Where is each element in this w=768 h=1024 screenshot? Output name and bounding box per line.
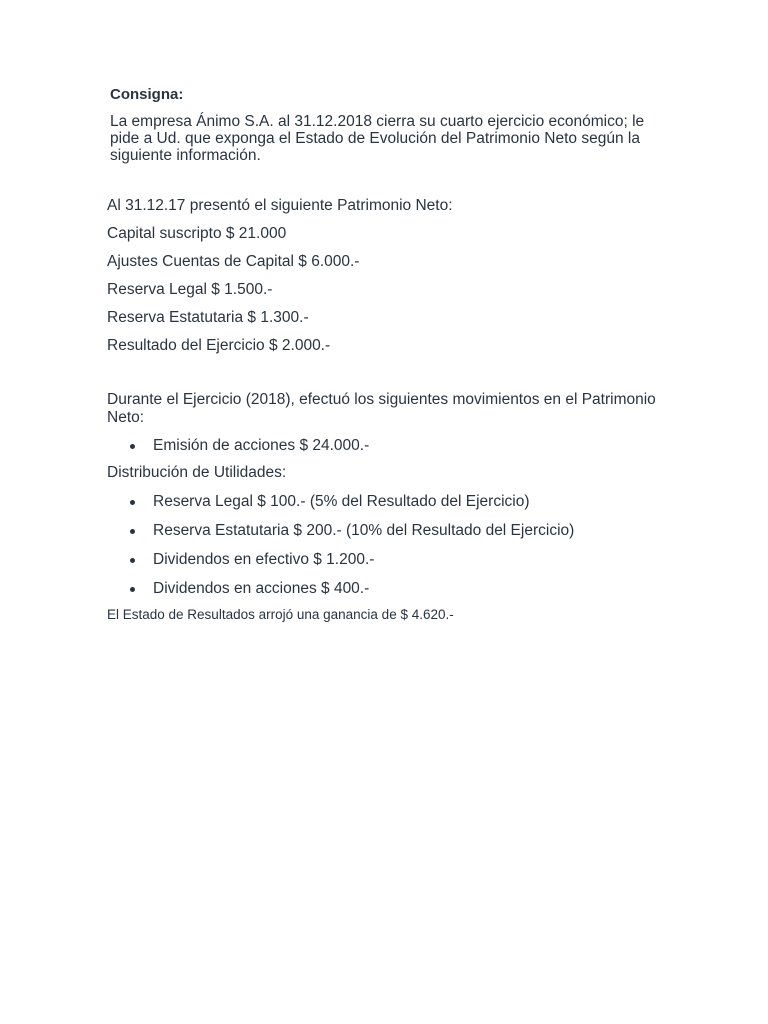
bullet-text: Dividendos en acciones $ 400.- (153, 580, 370, 597)
reserva-legal-line: Reserva Legal $ 1.500.- (107, 281, 273, 298)
bullet-icon (130, 529, 135, 534)
capital-suscripto-line: Capital suscripto $ 21.000 (107, 225, 287, 242)
bullet-text: Reserva Legal $ 100.- (5% del Resultado del Ejercicio) (153, 493, 530, 510)
resultado-ganancia-line: El Estado de Resultados arrojó una ganancia de $ 4.620.- (107, 607, 454, 622)
reserva-estatutaria-line: Reserva Estatutaria $ 1.300.- (107, 309, 309, 326)
bullet-text: Emisión de acciones $ 24.000.- (153, 437, 370, 454)
distribucion-utilidades-title: Distribución de Utilidades: (107, 464, 287, 481)
consigna-intro-paragraph: La empresa Ánimo S.A. al 31.12.2018 cierra su cuarto ejercicio económico; le pide a Ud. que exponga el Estado de Evolución del Patrimonio Neto según la siguiente información. (110, 113, 645, 164)
consigna-heading: Consigna: (110, 86, 184, 103)
bullet-icon (130, 558, 135, 563)
movimientos-title: Durante el Ejercicio (2018), efectuó los siguientes movimientos en el Patrimonio Neto: (107, 391, 656, 426)
bullet-icon (130, 500, 135, 505)
bullet-text: Reserva Estatutaria $ 200.- (10% del Resultado del Ejercicio) (153, 522, 575, 539)
bullet-text: Dividendos en efectivo $ 1.200.- (153, 551, 375, 568)
patrimonio-neto-title: Al 31.12.17 presentó el siguiente Patrimonio Neto: (107, 197, 453, 214)
resultado-ejercicio-line: Resultado del Ejercicio $ 2.000.- (107, 337, 331, 354)
bullet-icon (130, 587, 135, 592)
ajustes-capital-line: Ajustes Cuentas de Capital $ 6.000.- (107, 253, 360, 270)
bullet-icon (130, 444, 135, 449)
